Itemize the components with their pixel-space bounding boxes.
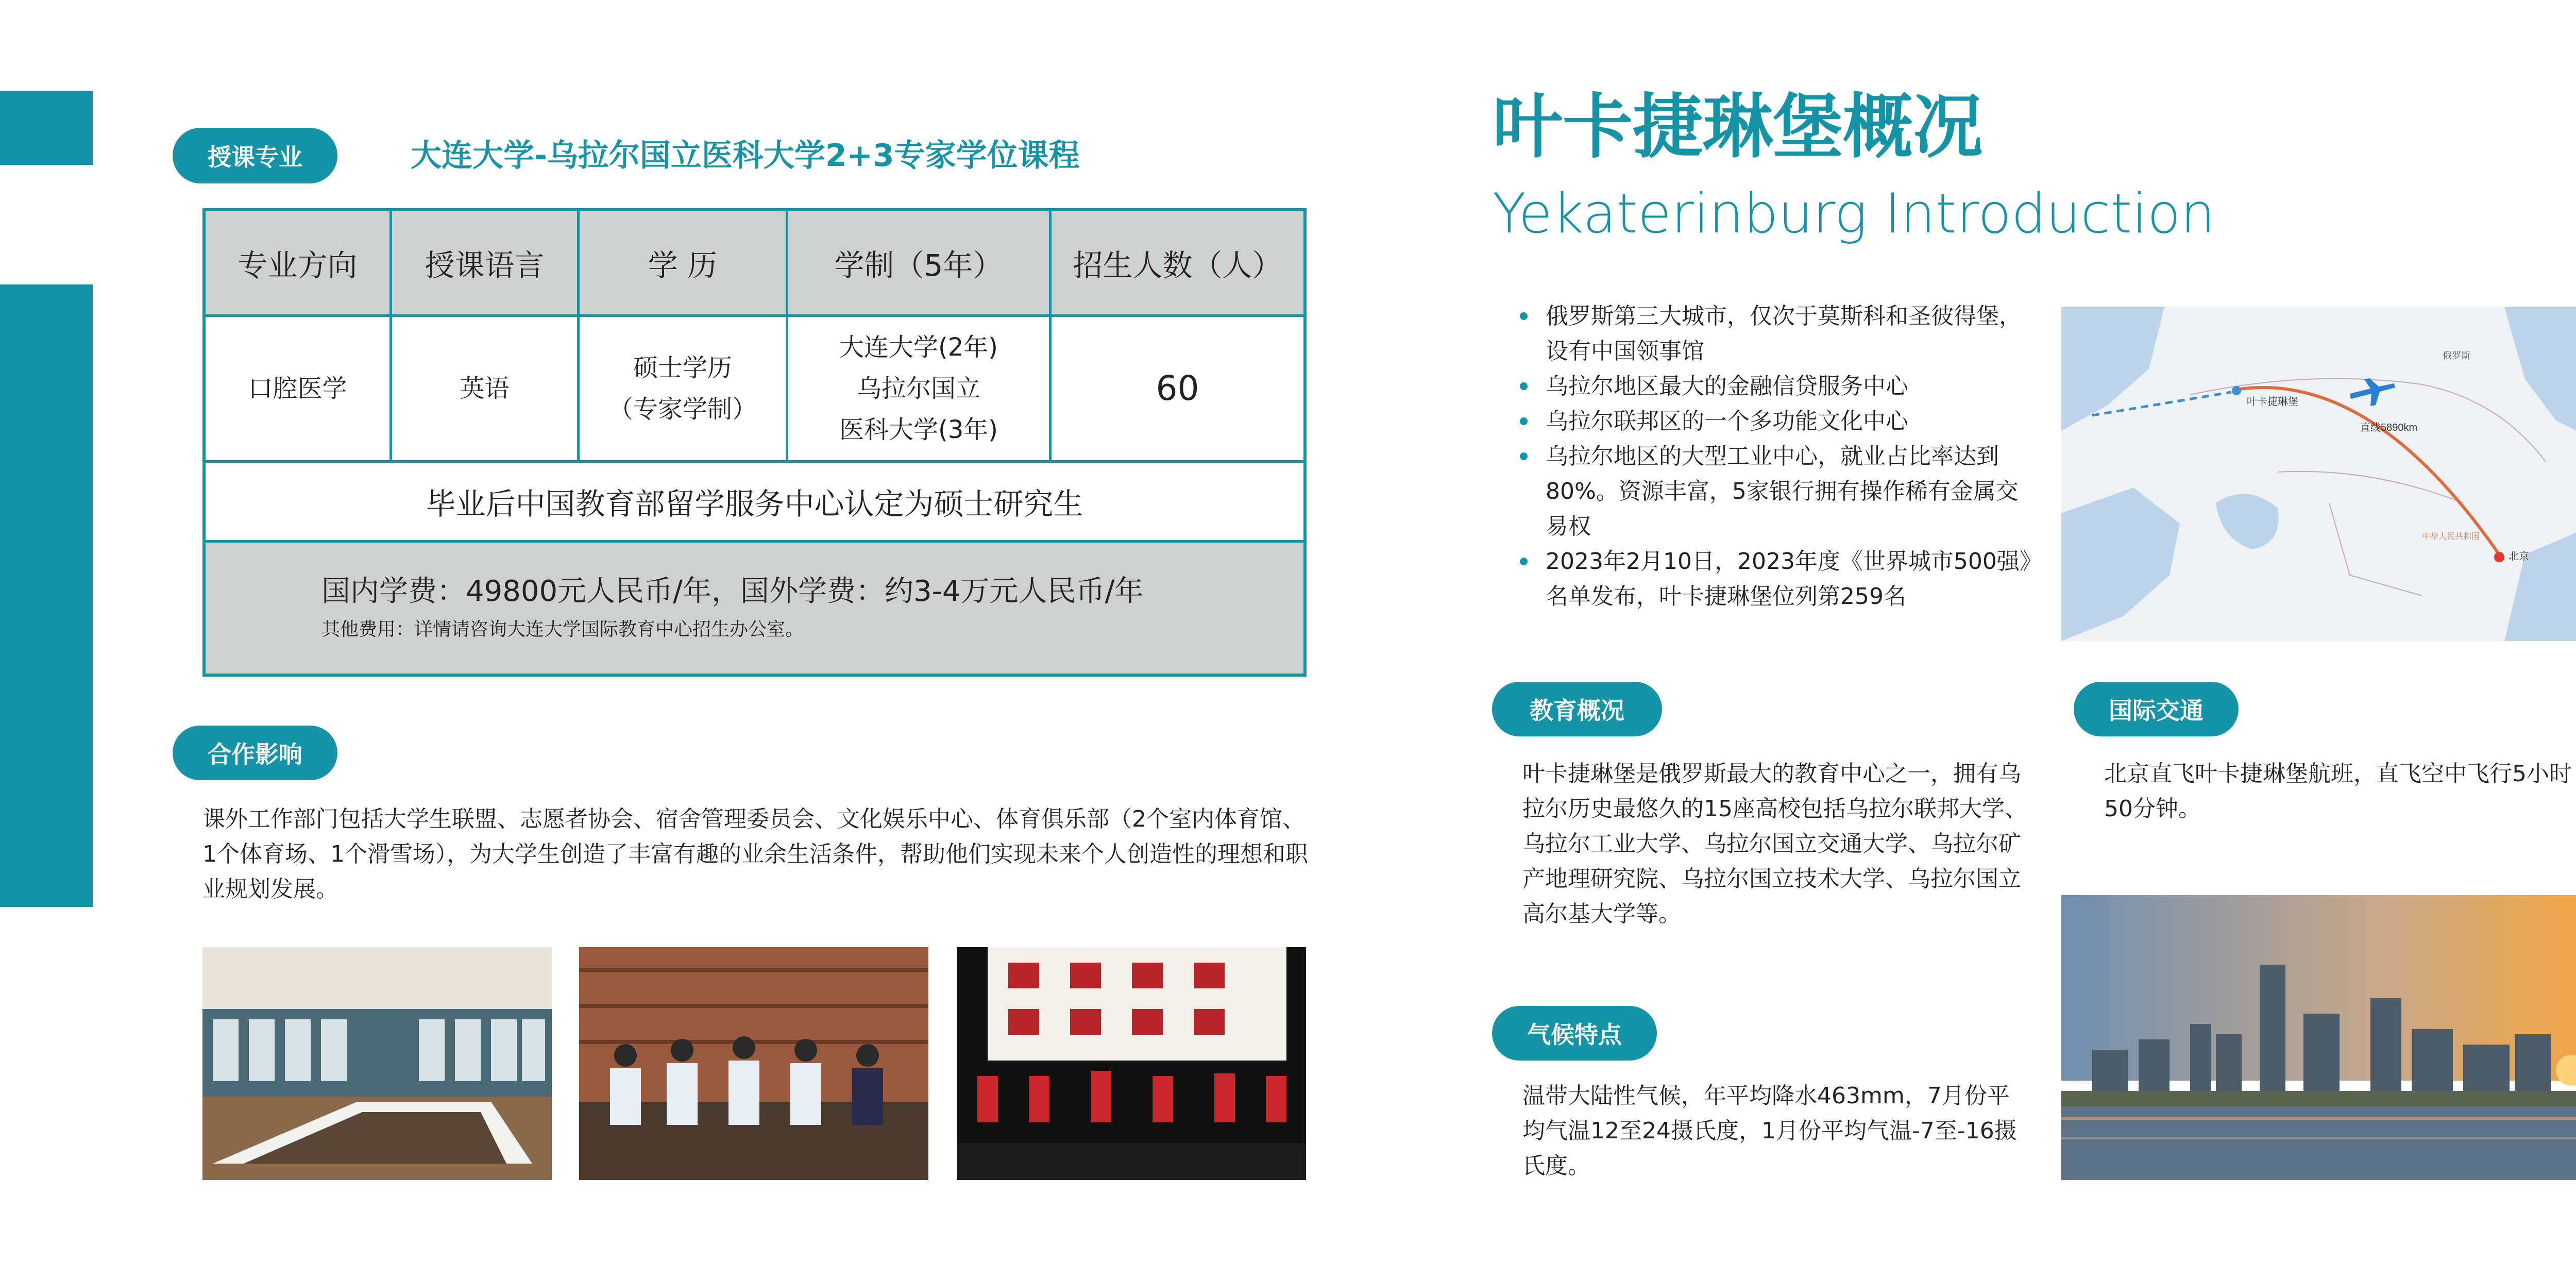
cell-system <box>788 317 1052 460</box>
photo-sports-team <box>579 947 928 1180</box>
table-row <box>206 314 1303 460</box>
map-label-origin: 北京 <box>2509 551 2529 562</box>
cell-language: 英语 <box>392 317 580 460</box>
degree-line2: （专家学制） <box>608 395 757 424</box>
header-language: 授课语言 <box>392 211 580 314</box>
route-map <box>2061 307 2576 641</box>
photo-dance-performance <box>957 947 1306 1180</box>
left-accent-bar-top <box>0 91 93 165</box>
cell-enrollment: 60 <box>1156 368 1199 408</box>
cooperation-text: 课外工作部门包括大学生联盟、志愿者协会、宿舍管理委员会、文化娱乐中心、体育俱乐部（2个室内体育馆、1个体育场、1个滑雪场），为大学生创造了丰富有趣的业余生活条件，帮助他们实现未来个人创造性的理想和职业规划发展。 <box>202 806 1308 902</box>
map-label-country: 俄罗斯 <box>2443 350 2470 361</box>
system-line3: 医科大学(3年) <box>839 415 998 444</box>
list-item: 俄罗斯第三大城市，仅次于莫斯科和圣彼得堡，设有中国领事馆 <box>1514 299 2039 369</box>
program-table <box>202 208 1307 677</box>
page-title-en: Yekaterinburg Introduction <box>1493 182 2215 245</box>
header-enrollment: 招生人数（人） <box>1073 248 1282 283</box>
fees-row <box>206 540 1303 674</box>
list-item: 乌拉尔地区的大型工业中心，就业占比率达到80%。资源丰富，5家银行拥有操作稀有金属交易权 <box>1514 439 2039 544</box>
list-item: 乌拉尔联邦区的一个多功能文化中心 <box>1514 404 2039 439</box>
header-system: 学制（5年） <box>788 211 1052 314</box>
tag-climate: 气候特点 <box>1492 1006 1657 1061</box>
left-accent-bar-bottom <box>0 284 93 907</box>
city-facts-list <box>1514 299 2039 614</box>
map-label-region: 中华人民共和国 <box>2422 532 2480 541</box>
program-title: 大连大学-乌拉尔国立医科大学2+3专家学位课程 <box>411 138 1080 174</box>
header-major: 专业方向 <box>206 211 392 314</box>
header-degree: 学 历 <box>580 211 788 314</box>
photo-museum-room <box>202 947 552 1180</box>
cell-major: 口腔医学 <box>206 317 392 460</box>
map-label-dest: 叶卡捷琳堡 <box>2247 396 2298 408</box>
system-line2: 乌拉尔国立 <box>856 374 980 403</box>
list-item: 乌拉尔地区最大的金融信贷服务中心 <box>1514 369 2039 404</box>
climate-text: 温带大陆性气候，年平均降水463mm，7月份平均气温12至24摄氏度，1月份平均气温-7至-16摄氏度。 <box>1522 1083 2017 1179</box>
cell-degree <box>580 317 788 460</box>
list-item: 2023年2月10日，2023年度《世界城市500强》名单发布，叶卡捷琳堡位列第259名 <box>1514 544 2039 614</box>
tag-major: 授课专业 <box>173 128 337 183</box>
tag-education: 教育概况 <box>1492 682 1662 736</box>
tag-traffic: 国际交通 <box>2074 682 2239 736</box>
degree-line1: 硕士学历 <box>633 354 732 382</box>
education-text: 叶卡捷琳堡是俄罗斯最大的教育中心之一，拥有乌拉尔历史最悠久的15座高校包括乌拉尔联邦大学、乌拉尔工业大学、乌拉尔国立交通大学、乌拉尔矿产地理研究院、乌拉尔国立技术大学、乌拉尔国立高尔基大学等。 <box>1522 761 2027 927</box>
page-title-cn: 叶卡捷琳堡概况 <box>1493 87 1983 168</box>
tag-cooperation: 合作影响 <box>173 726 337 780</box>
photo-city-skyline <box>2061 895 2576 1180</box>
tuition-text: 国内学费：49800元人民币/年，国外学费：约3-4万元人民币/年 <box>321 575 1144 608</box>
table-header-row <box>206 211 1303 314</box>
system-line1: 大连大学(2年) <box>839 333 998 362</box>
certification-row: 毕业后中国教育部留学服务中心认定为硕士研究生 <box>206 460 1303 540</box>
map-label-distance: 直线5890km <box>2360 422 2418 433</box>
traffic-text: 北京直飞叶卡捷琳堡航班，直飞空中飞行5小时50分钟。 <box>2104 761 2572 822</box>
other-fees-text: 其他费用：详情请咨询大连大学国际教育中心招生办公室。 <box>321 619 804 640</box>
